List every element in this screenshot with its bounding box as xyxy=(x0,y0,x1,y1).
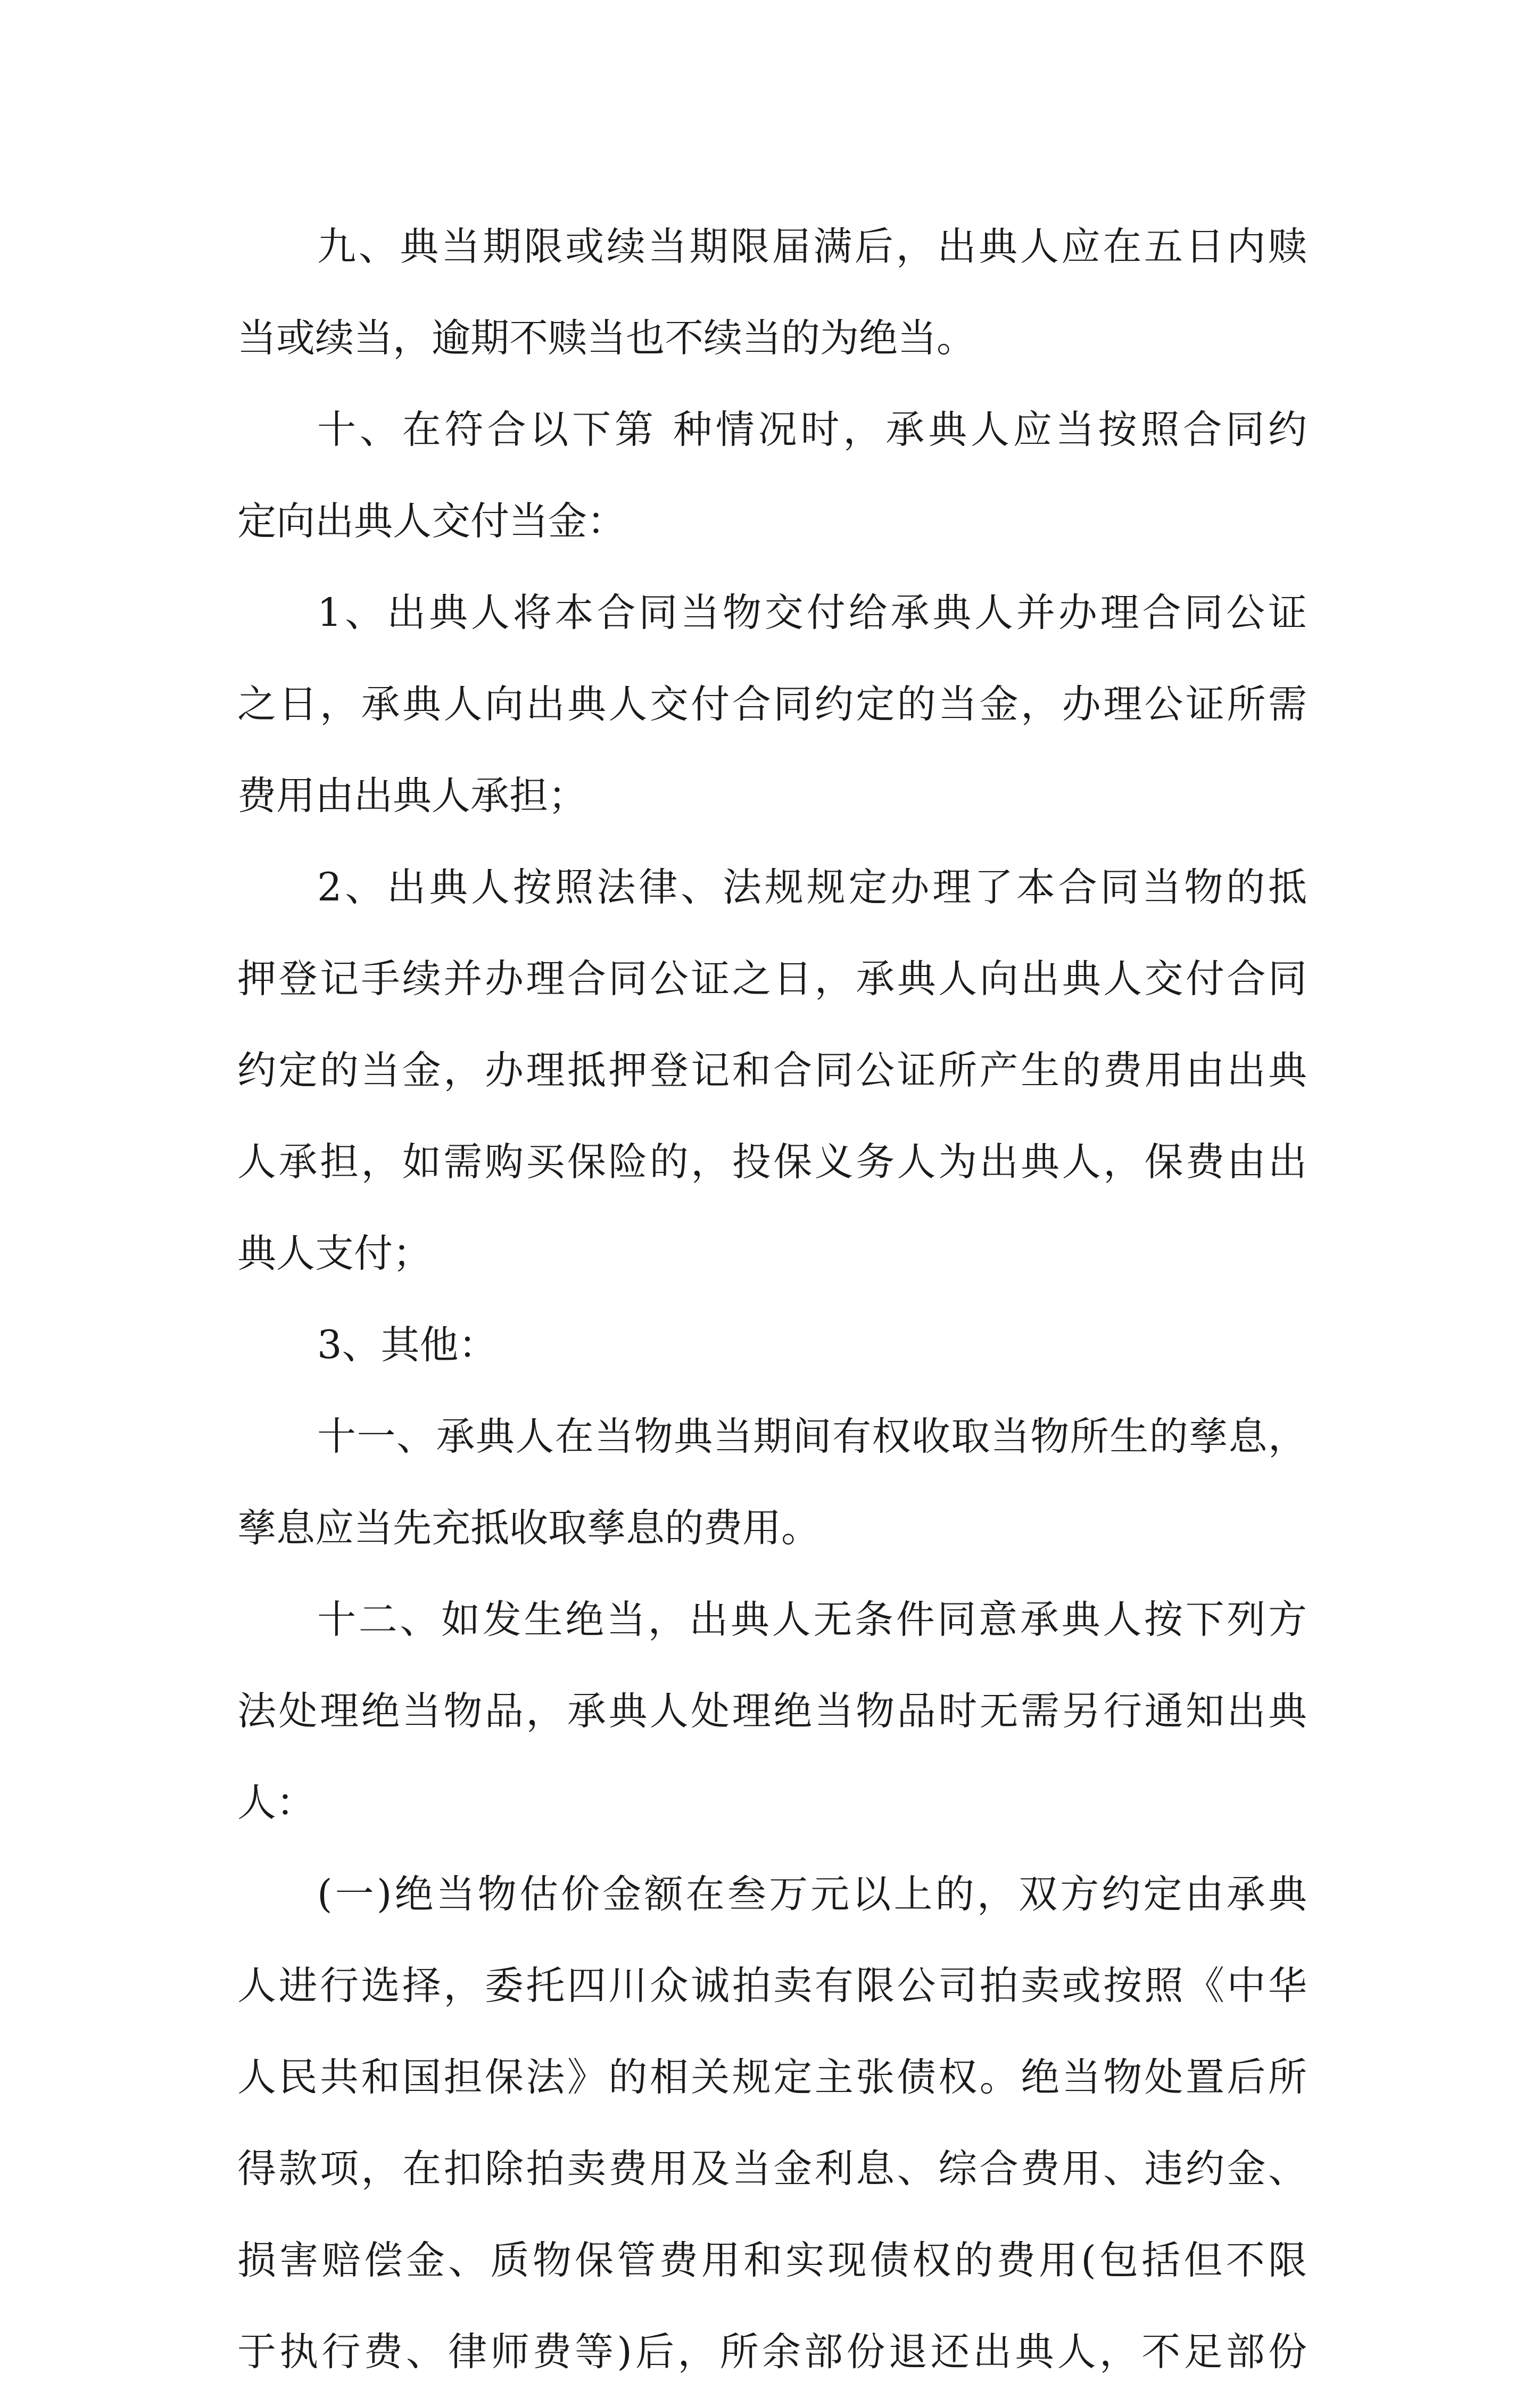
text-line: 约定的当金，办理抵押登记和合同公证所产生的费用由出典 xyxy=(237,1048,1307,1093)
text-line: 人进行选择，委托四川众诚拍卖有限公司拍卖或按照《中华 xyxy=(237,1963,1307,2008)
text-line: 人民共和国担保法》的相关规定主张债权。绝当物处置后所 xyxy=(237,2055,1307,2100)
text-line: 1、出典人将本合同当物交付给承典人并办理合同公证 xyxy=(317,590,1307,635)
text-line: 押登记手续并办理合同公证之日，承典人向出典人交付合同 xyxy=(237,956,1307,1002)
text-line: 2、出典人按照法律、法规规定办理了本合同当物的抵 xyxy=(317,865,1307,910)
text-line: 孳息应当先充抵收取孳息的费用。 xyxy=(237,1506,820,1551)
text-line: 损害赔偿金、质物保管费用和实现债权的费用(包括但不限 xyxy=(237,2238,1307,2283)
text-line: 定向出典人交付当金： xyxy=(237,499,626,544)
text-line: 十、在符合以下第 种情况时，承典人应当按照合同约 xyxy=(317,407,1307,452)
text-line: 人承担，如需购买保险的，投保义务人为出典人，保费由出 xyxy=(237,1139,1307,1185)
text-line: 费用由出典人承担； xyxy=(237,773,587,818)
text-line: (一)绝当物估价金额在叁万元以上的，双方约定由承典 xyxy=(317,1872,1307,1917)
text-line: 当或续当，逾期不赎当也不续当的为绝当。 xyxy=(237,316,975,361)
text-line: 得款项，在扣除拍卖费用及当金利息、综合费用、违约金、 xyxy=(237,2146,1307,2192)
text-line: 典人支付； xyxy=(237,1231,432,1276)
text-line: 于执行费、律师费等)后，所余部份退还出典人，不足部份 xyxy=(237,2329,1307,2375)
text-line: 人： xyxy=(237,1780,315,1825)
text-line: 九、典当期限或续当期限届满后，出典人应在五日内赎 xyxy=(317,224,1307,269)
document-body xyxy=(237,201,1307,2398)
text-line: 十一、承典人在当物典当期间有权收取当物所生的孳息， xyxy=(317,1414,1307,1459)
text-line: 法处理绝当物品，承典人处理绝当物品时无需另行通知出典 xyxy=(237,1689,1307,1734)
text-line: 之日，承典人向出典人交付合同约定的当金，办理公证所需 xyxy=(237,682,1307,727)
text-line: 十二、如发生绝当，出典人无条件同意承典人按下列方 xyxy=(317,1597,1307,1642)
text-line: 3、其他： xyxy=(317,1322,498,1368)
